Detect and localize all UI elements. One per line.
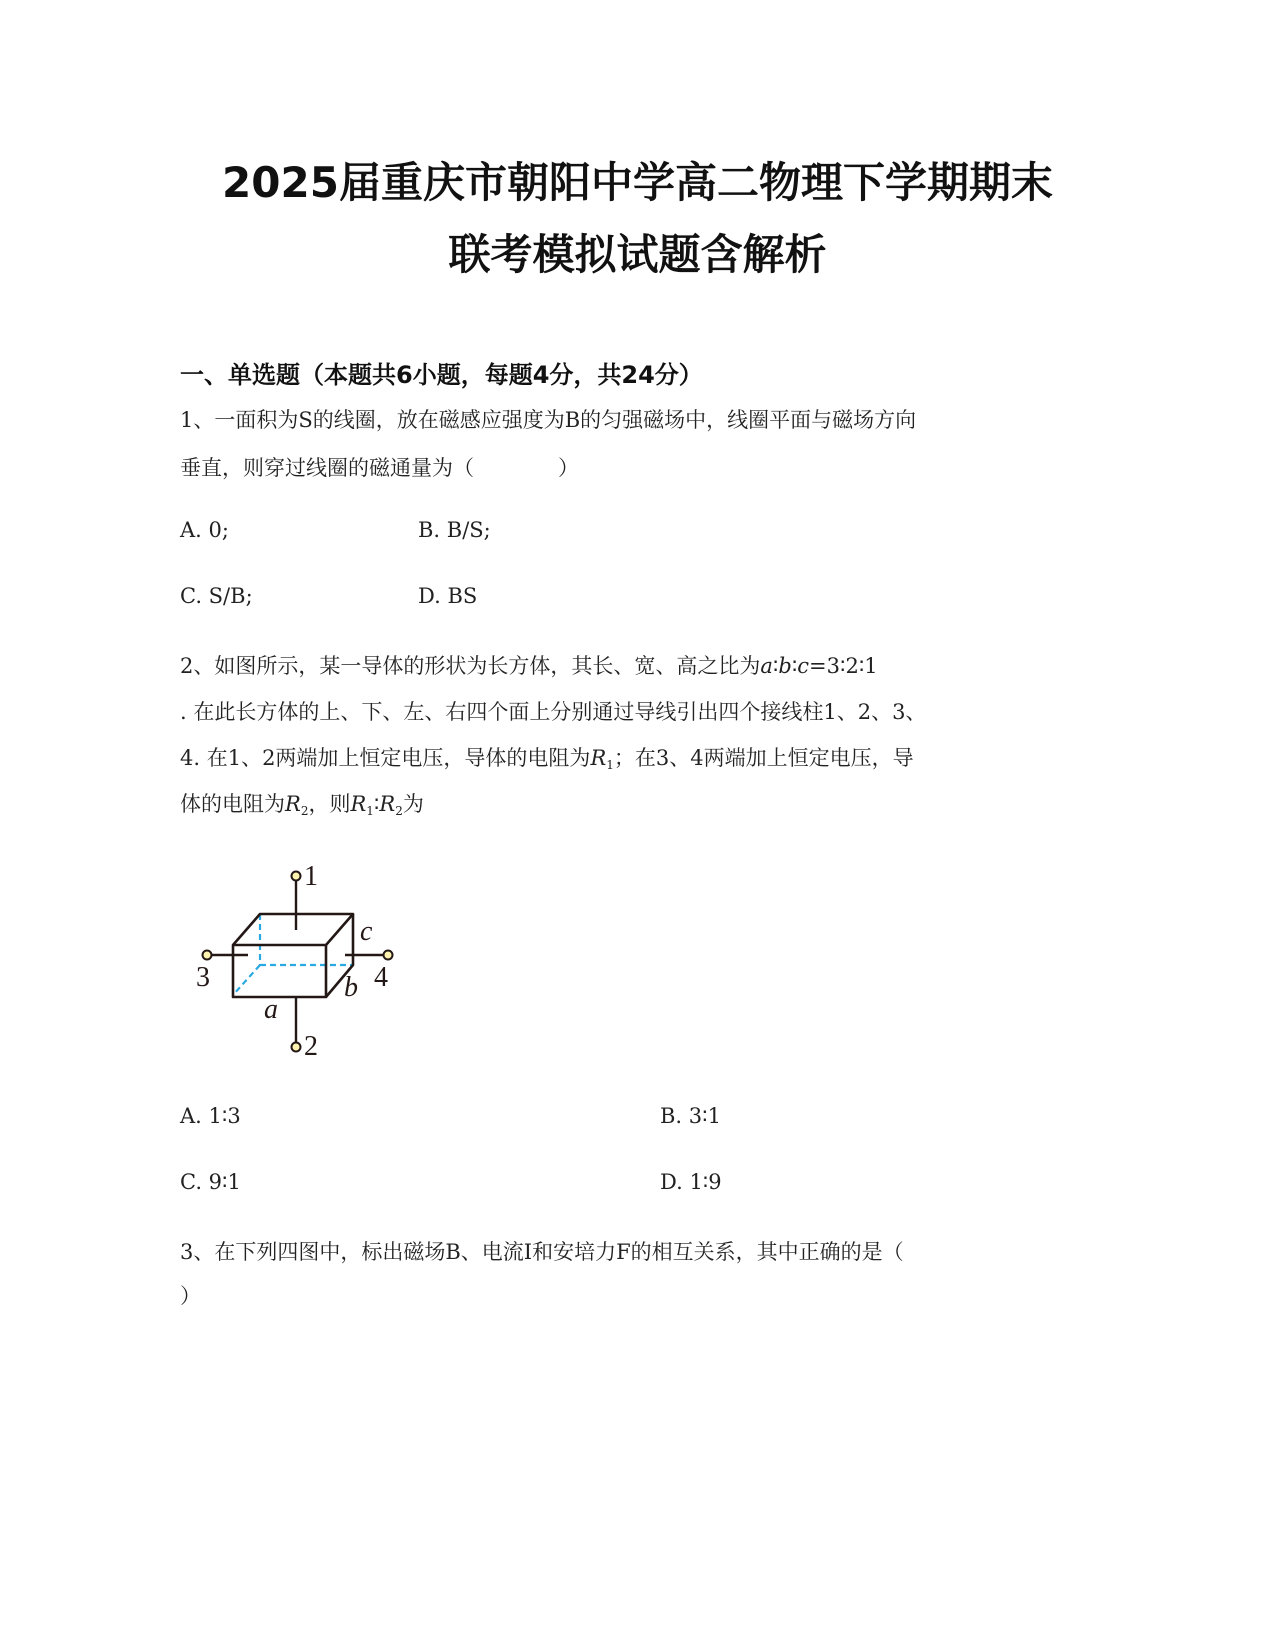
terminal-3-icon bbox=[203, 951, 212, 960]
question-2-line-2: . 在此长方体的上、下、左、右四个面上分别通过导线引出四个接线柱1、2、3、 bbox=[180, 700, 927, 724]
question-2-option-d: D. 1∶9 bbox=[660, 1170, 722, 1194]
section-heading: 一、单选题（本题共6小题，每题4分，共24分） bbox=[180, 361, 703, 389]
question-2-line-3 bbox=[180, 742, 914, 772]
question-1-option-c: C. S/B; bbox=[180, 584, 253, 608]
question-2-text: ，则 bbox=[308, 792, 351, 816]
question-2-text: 为 bbox=[402, 792, 424, 816]
question-1-option-d: D. BS bbox=[418, 584, 478, 608]
question-2-text: ；在3、4两端加上恒定电压，导 bbox=[613, 746, 914, 770]
edge-c-label: c bbox=[360, 916, 373, 947]
question-2-line-1 bbox=[180, 650, 878, 680]
terminal-2-icon bbox=[292, 1043, 301, 1052]
resistance-subscript: 1 bbox=[606, 758, 614, 772]
question-1-option-b: B. B/S; bbox=[418, 518, 491, 542]
cuboid-figure bbox=[190, 858, 420, 1068]
terminal-1-label: 1 bbox=[304, 861, 318, 892]
terminal-4-icon bbox=[384, 951, 393, 960]
question-2-text: 体的电阻为 bbox=[180, 792, 285, 816]
terminal-leads bbox=[210, 879, 385, 1044]
resistance-symbol: R bbox=[285, 792, 301, 816]
ratio-a: a bbox=[760, 654, 773, 678]
resistance-subscript: 1 bbox=[366, 804, 374, 818]
resistance-subscript: 2 bbox=[395, 804, 403, 818]
question-2-option-a: A. 1∶3 bbox=[180, 1104, 241, 1128]
terminal-2-label: 2 bbox=[304, 1031, 318, 1062]
ratio-value: =3∶2∶1 bbox=[809, 654, 878, 678]
document-title-line-1: 2025届重庆市朝阳中学高二物理下学期期末 bbox=[222, 158, 1053, 207]
top-face bbox=[233, 914, 353, 945]
question-3-line-2: ） bbox=[180, 1284, 201, 1308]
question-1-line-2: 垂直，则穿过线圈的磁通量为（ ） bbox=[180, 456, 579, 480]
document-title-line-2: 联考模拟试题含解析 bbox=[448, 230, 827, 279]
question-1-line-1: 1、一面积为S的线圈，放在磁感应强度为B的匀强磁场中，线圈平面与磁场方向 bbox=[180, 408, 917, 432]
question-2-text: 2、如图所示，某一导体的形状为长方体，其长、宽、高之比为 bbox=[180, 654, 761, 678]
front-face bbox=[233, 945, 326, 997]
edge-b-label: b bbox=[344, 972, 358, 1003]
visible-edges bbox=[233, 914, 353, 997]
ratio-separator: ∶ bbox=[791, 654, 798, 678]
ratio-b: b bbox=[778, 654, 792, 678]
question-2-text: 4. 在1、2两端加上恒定电压，导体的电阻为 bbox=[180, 746, 591, 770]
hidden-edge-depth bbox=[233, 965, 260, 995]
ratio-c: c bbox=[797, 654, 810, 678]
ratio-separator: ∶ bbox=[772, 654, 779, 678]
edge-a-label: a bbox=[264, 994, 278, 1025]
resistance-subscript: 2 bbox=[300, 804, 309, 818]
resistance-symbol: R bbox=[590, 746, 607, 770]
cuboid-diagram bbox=[190, 858, 420, 1068]
question-2-line-4 bbox=[180, 788, 424, 818]
resistance-symbol: R bbox=[379, 792, 396, 816]
terminal-1-icon bbox=[292, 872, 301, 881]
question-2-option-c: C. 9∶1 bbox=[180, 1170, 241, 1194]
question-2-option-b: B. 3∶1 bbox=[660, 1104, 721, 1128]
terminal-3-label: 3 bbox=[196, 962, 210, 993]
resistance-symbol: R bbox=[350, 792, 367, 816]
ratio-separator: ∶ bbox=[373, 792, 380, 816]
terminals bbox=[203, 872, 393, 1052]
question-3-line-1: 3、在下列四图中，标出磁场B、电流I和安培力F的相互关系，其中正确的是（ bbox=[180, 1240, 904, 1264]
question-1-option-a: A. 0; bbox=[180, 518, 229, 542]
terminal-4-label: 4 bbox=[374, 962, 388, 993]
